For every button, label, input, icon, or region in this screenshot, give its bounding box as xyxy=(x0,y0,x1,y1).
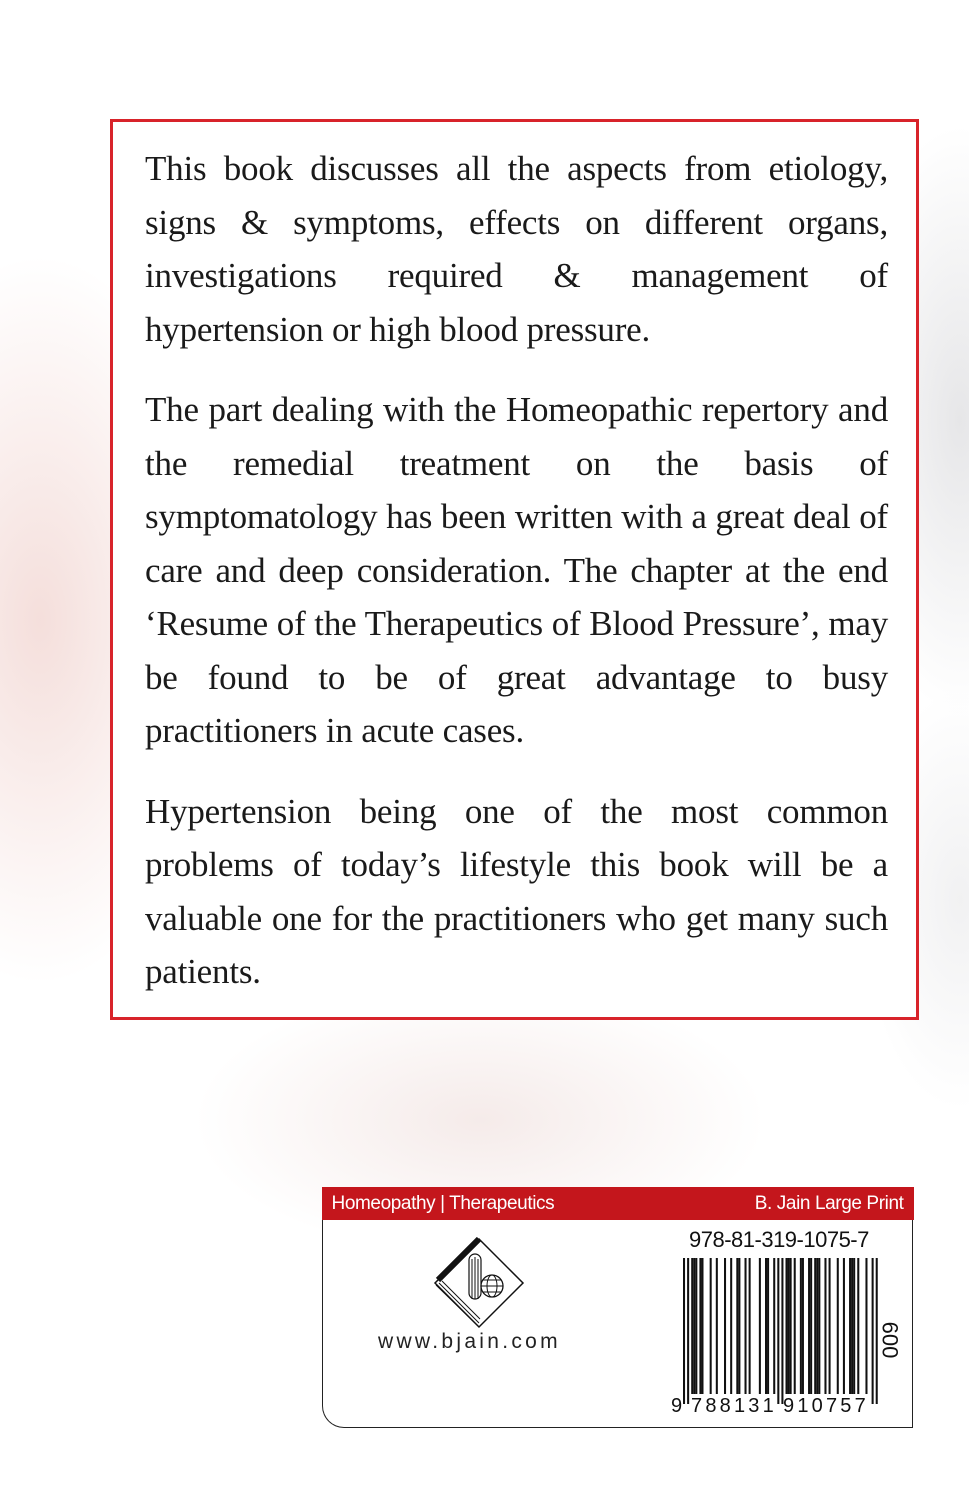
barcode-bar xyxy=(853,1258,855,1394)
barcode-bar xyxy=(759,1258,761,1394)
barcode-bar xyxy=(824,1258,826,1394)
price-label: 600 xyxy=(877,1321,903,1359)
barcode-bar xyxy=(773,1258,775,1394)
blurb-box xyxy=(110,119,919,1020)
barcode-bar xyxy=(865,1258,867,1394)
barcode-bar xyxy=(781,1258,783,1404)
barcode-digits: 910757 xyxy=(783,1395,869,1416)
barcode-bar xyxy=(857,1258,859,1394)
barcode-bar xyxy=(818,1258,820,1394)
barcode-bar xyxy=(730,1258,732,1394)
isbn-barcode xyxy=(671,1256,901,1416)
barcode-bar xyxy=(683,1258,685,1404)
barcode-bar xyxy=(695,1258,697,1394)
blurb-text xyxy=(145,142,888,1026)
barcode-bar xyxy=(872,1258,874,1404)
publisher-info-panel xyxy=(322,1187,913,1428)
category-label: Homeopathy | Therapeutics xyxy=(331,1192,555,1214)
barcode-bar xyxy=(691,1258,693,1394)
series-label: B. Jain Large Print xyxy=(754,1192,904,1214)
barcode-bar xyxy=(786,1258,788,1394)
barcode-bar xyxy=(851,1258,853,1394)
barcode-bar xyxy=(701,1258,703,1394)
barcode-bar xyxy=(777,1258,779,1404)
barcode-bar xyxy=(810,1258,812,1394)
blurb-paragraph: Hypertension being one of the most common problems of today’s lifestyle this book will be a valuable one for the practitioners who get many such patients. xyxy=(145,791,888,991)
barcode-bar xyxy=(693,1258,695,1394)
publisher-logo-icon xyxy=(433,1237,525,1329)
isbn-number: 978-81-319-1075-7 xyxy=(689,1227,869,1252)
barcode-bar xyxy=(843,1258,845,1394)
barcode-digits: 788131 xyxy=(691,1395,777,1416)
barcode-bar xyxy=(765,1258,767,1394)
barcode-bar xyxy=(794,1258,796,1394)
blurb-paragraph: This book discusses all the aspects from etiology, signs & symptoms, effects on different organs, investigations required & management of hypertension or high blood pressure. xyxy=(145,149,888,349)
barcode-bar xyxy=(788,1258,790,1394)
barcode-bar xyxy=(767,1258,769,1394)
barcode-digits: 9 xyxy=(671,1395,686,1416)
barcode-bar xyxy=(849,1258,851,1394)
barcode-bar xyxy=(699,1258,701,1394)
barcode-bar xyxy=(829,1258,831,1394)
barcode-bar xyxy=(749,1258,751,1394)
barcode-bar xyxy=(724,1258,726,1394)
barcode-bar xyxy=(802,1258,804,1394)
website-link[interactable]: www.bjain.com xyxy=(378,1330,561,1353)
barcode-bar xyxy=(736,1258,738,1394)
barcode-bar xyxy=(837,1258,839,1394)
barcode-bar xyxy=(814,1258,816,1394)
barcode-bar xyxy=(716,1258,718,1394)
blurb-paragraph: The part dealing with the Homeopathic repertory and the remedial treatment on the basis of symptomatology has been written with a great deal of care and deep consideration. The chapter at the end ‘Resume of the Therapeutics of Blood Pressure’, may be found to be of great advantage to busy practitioners in acute cases. xyxy=(145,390,888,750)
barcode-bar xyxy=(687,1258,689,1404)
barcode-bar xyxy=(738,1258,740,1394)
barcode-bar xyxy=(800,1258,802,1394)
barcode-bar xyxy=(790,1258,792,1394)
barcode-bar xyxy=(816,1258,818,1394)
barcode-bar xyxy=(808,1258,810,1394)
barcode-bar xyxy=(745,1258,747,1394)
category-bar xyxy=(322,1187,914,1220)
barcode-bar xyxy=(710,1258,712,1394)
